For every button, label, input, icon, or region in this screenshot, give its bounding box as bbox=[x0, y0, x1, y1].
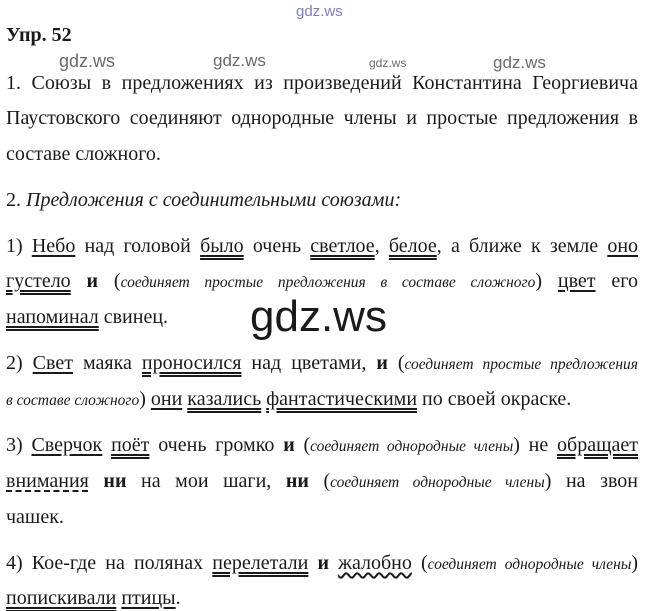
conjunction: и bbox=[376, 352, 388, 374]
sentence-line: 4) Кое-где на полянах перелетали и жалобно (соединяет однородные члены) bbox=[6, 552, 639, 574]
predicate: поёт bbox=[111, 434, 150, 456]
annotation: соединяет простые предложения в составе сложного bbox=[120, 274, 536, 291]
sentence-line: 1) Небо над головой было очень светлое, белое, а ближе к земле оно bbox=[6, 235, 639, 257]
conjunction: ни bbox=[285, 470, 309, 492]
sentence-line: попискивали птицы. bbox=[6, 587, 181, 609]
predicate: казались bbox=[187, 388, 262, 410]
watermark-center: gdz.ws bbox=[250, 292, 387, 341]
watermark: gdz.ws bbox=[59, 51, 116, 71]
conjunction: и bbox=[283, 434, 295, 456]
watermark: gdz.ws bbox=[493, 53, 546, 72]
predicate: перелетали bbox=[212, 552, 309, 574]
predicate: фантастическими bbox=[266, 388, 418, 410]
predicate: напоминал bbox=[6, 306, 99, 328]
annotation: соединяет однородные члены bbox=[310, 438, 514, 455]
conjunction: и bbox=[86, 270, 99, 292]
sentence-line: 3) Сверчок поёт очень громко и (соединяет однородные члены) не обращает bbox=[6, 434, 638, 456]
subject: Сверчок bbox=[31, 434, 103, 456]
subject: они bbox=[150, 388, 183, 410]
predicate: проносился bbox=[141, 352, 242, 374]
annotation: соединяет простые предложения bbox=[404, 356, 638, 373]
predicate: обращает bbox=[557, 434, 638, 456]
annotation: соединяет однородные члены bbox=[330, 474, 545, 491]
paragraph-line: 1. Союзы в предложениях из произведений Константина Георгиевича bbox=[6, 72, 638, 94]
section-heading: 2. Предложения с соединительными союзами: bbox=[6, 189, 402, 211]
conjunction: и bbox=[317, 552, 329, 574]
sentence-line: напоминал свинец. bbox=[6, 306, 169, 328]
annotation: соединяет однородные члены bbox=[427, 556, 632, 573]
sentence-line: густело и (соединяет простые предложения в составе сложного) цвет его bbox=[6, 270, 638, 292]
predicate: белое bbox=[388, 235, 437, 257]
sentence-line: в составе сложного) они казались фантастическими по своей окраске. bbox=[6, 388, 572, 410]
predicate: было bbox=[200, 235, 244, 257]
paragraph-line: Паустовского соединяют однородные члены и простые предложения в bbox=[6, 107, 638, 129]
watermark-top: gdz.ws bbox=[296, 3, 343, 20]
subject: цвет bbox=[557, 270, 596, 292]
sentence-line: 2) Свет маяка проносился над цветами, и (соединяет простые предложения bbox=[6, 352, 638, 374]
subject: Небо bbox=[31, 235, 76, 257]
page-title: Упр. 52 bbox=[6, 24, 72, 46]
adverbial: жалобно bbox=[338, 552, 412, 574]
conjunction: ни bbox=[103, 470, 127, 492]
subject: Свет bbox=[32, 352, 73, 374]
predicate: попискивали bbox=[6, 587, 117, 609]
predicate: густело bbox=[6, 270, 71, 292]
predicate: светлое bbox=[310, 235, 375, 257]
watermark: gdz.ws bbox=[213, 51, 266, 70]
sentence-line: чашек. bbox=[6, 506, 64, 528]
annotation: в составе сложного bbox=[6, 392, 140, 409]
subject: оно bbox=[607, 235, 639, 257]
paragraph-line: составе сложного. bbox=[6, 143, 161, 165]
watermark: gdz.ws bbox=[369, 56, 407, 70]
object: внимания bbox=[6, 470, 89, 492]
subject: птицы bbox=[121, 587, 176, 609]
sentence-line: внимания ни на мои шаги, ни (соединяет однородные члены) на звон bbox=[6, 470, 639, 492]
